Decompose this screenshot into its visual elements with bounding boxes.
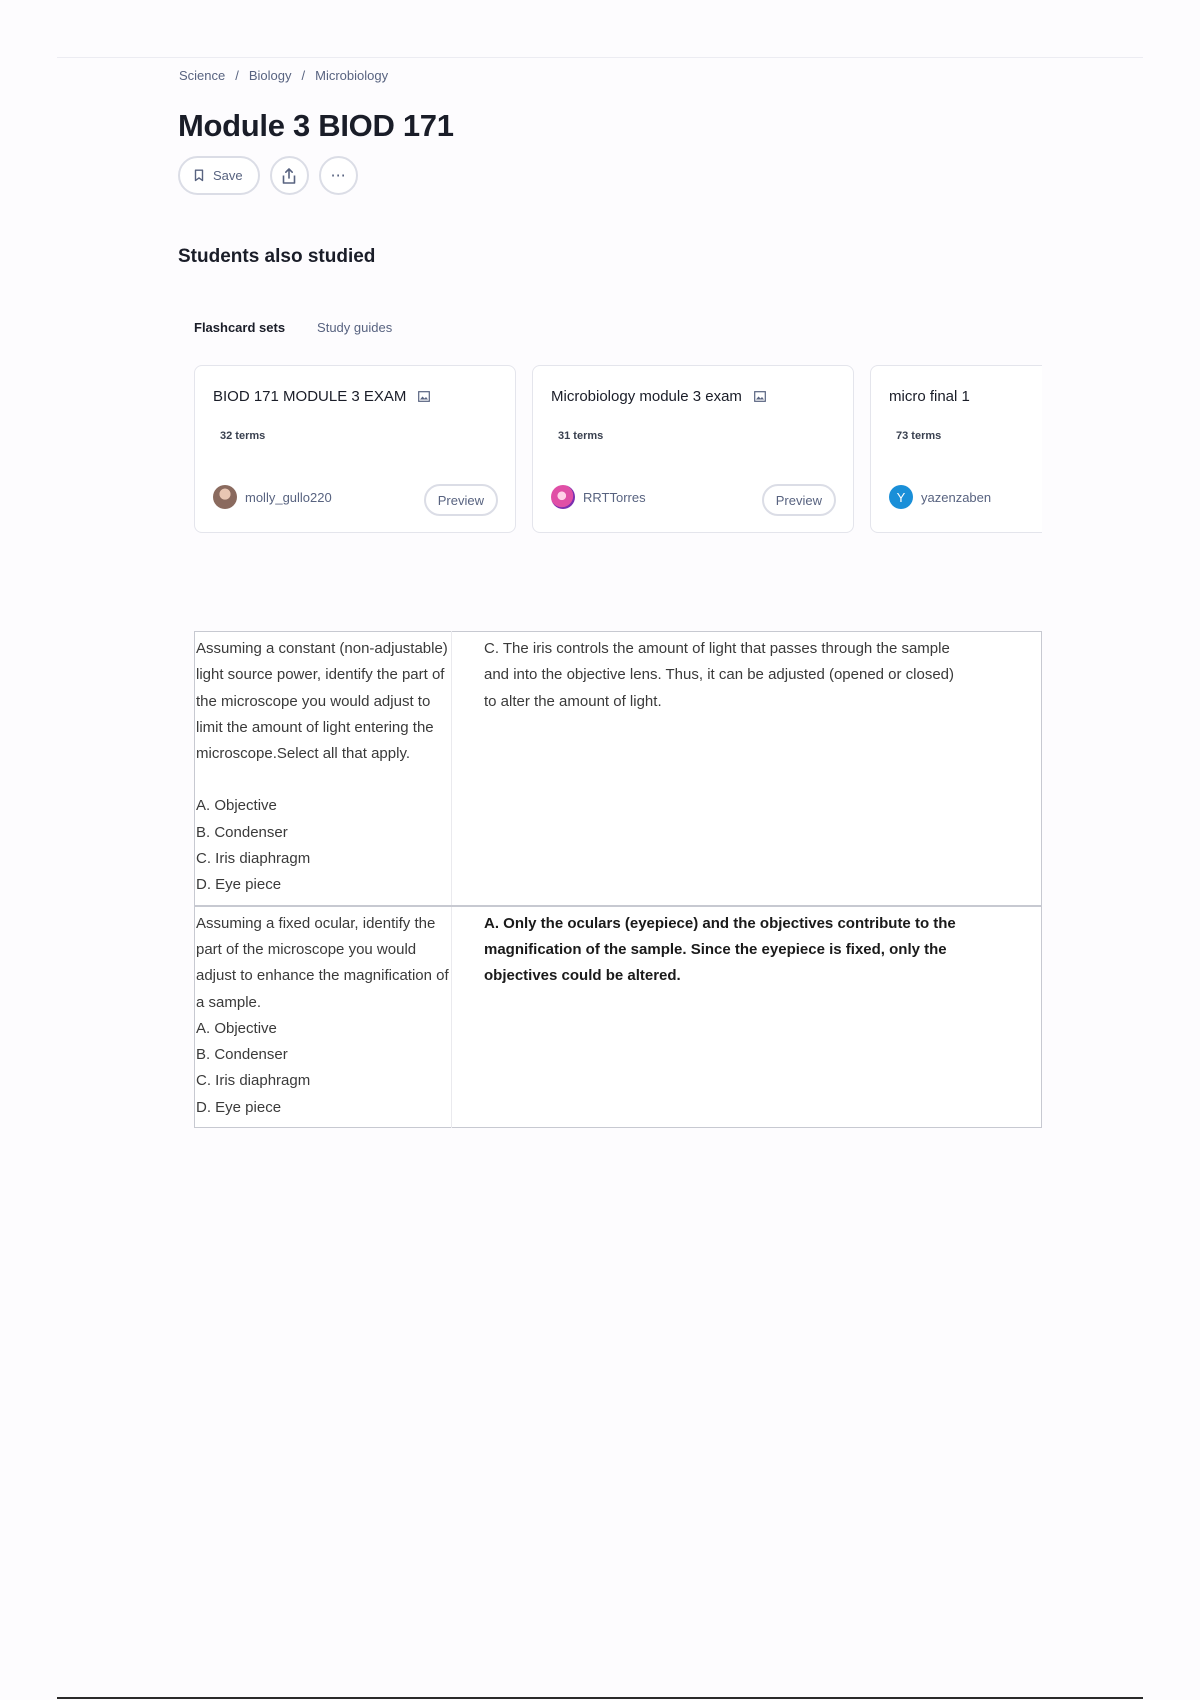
preview-button[interactable]: Preview	[762, 484, 836, 516]
set-card-terms: 31 terms	[558, 430, 604, 442]
question-cell	[195, 632, 452, 906]
answer-cell	[452, 906, 1042, 1128]
set-card-author[interactable]	[551, 485, 646, 509]
option-item: D. Eye piece	[196, 1098, 282, 1116]
breadcrumb-biology[interactable]: Biology	[248, 68, 292, 83]
answer-text: A. Only the oculars (eyepiece) and the objectives contribute to the magnification of the sample. Since the eyepiece is fixed, only the objectives could be altered.	[484, 914, 956, 985]
page-title: Module 3 BIOD 171	[178, 108, 454, 143]
bookmark-icon	[194, 169, 204, 182]
set-card[interactable]	[870, 365, 1042, 533]
set-card-terms: 32 terms	[220, 430, 266, 442]
breadcrumb-separator: /	[235, 68, 239, 83]
avatar	[889, 485, 913, 509]
option-item: A. Objective	[196, 797, 277, 815]
set-card-title-text: micro final 1	[889, 388, 970, 405]
tab-flashcard-sets[interactable]: Flashcard sets	[194, 320, 286, 335]
set-card-author[interactable]	[213, 485, 332, 509]
option-item: A. Objective	[196, 1019, 277, 1037]
table-row	[195, 632, 1042, 906]
set-card-title[interactable]	[213, 388, 430, 405]
set-card[interactable]	[532, 365, 854, 533]
avatar-letter: Y	[896, 489, 906, 505]
image-icon	[754, 391, 766, 402]
bottom-divider	[57, 1697, 1143, 1699]
tab-study-guides[interactable]: Study guides	[317, 320, 393, 335]
set-card-title-text: Microbiology module 3 exam	[551, 388, 742, 405]
option-item: B. Condenser	[196, 1046, 288, 1064]
avatar	[213, 485, 237, 509]
author-name: RRTTorres	[583, 489, 646, 505]
table-row	[195, 906, 1042, 1128]
image-icon	[418, 391, 430, 402]
action-bar	[178, 156, 358, 195]
top-divider	[57, 57, 1143, 58]
set-card-title[interactable]	[551, 388, 766, 405]
qa-table	[194, 631, 1042, 1128]
study-tabs	[194, 320, 392, 335]
option-item: C. Iris diaphragm	[196, 850, 311, 868]
author-name: molly_gullo220	[245, 489, 332, 505]
set-card-terms: 73 terms	[896, 430, 942, 442]
breadcrumb-science[interactable]: Science	[179, 68, 226, 83]
set-card-title-text: BIOD 171 MODULE 3 EXAM	[213, 388, 407, 405]
answer-cell	[452, 632, 1042, 906]
avatar	[551, 485, 575, 509]
question-text: Assuming a fixed ocular, identify the part of the microscope you would adjust to enhance the magnification of a sample.	[196, 914, 449, 1011]
breadcrumb	[179, 68, 388, 83]
save-label: Save	[213, 168, 243, 183]
answer-text: C. The iris controls the amount of light that passes through the sample and into the objective lens. Thus, it can be adjusted (opened or closed) to alter the amount of light.	[484, 640, 955, 710]
save-button[interactable]	[178, 156, 260, 195]
section-title: Students also studied	[178, 246, 376, 267]
share-icon	[281, 167, 297, 185]
breadcrumb-microbiology[interactable]: Microbiology	[315, 68, 389, 83]
share-button[interactable]	[270, 156, 309, 195]
option-item: D. Eye piece	[196, 876, 282, 894]
author-name: yazenzaben	[921, 489, 992, 505]
option-item: C. Iris diaphragm	[196, 1072, 311, 1090]
related-sets-carousel	[194, 365, 1042, 535]
breadcrumb-separator: /	[301, 68, 306, 83]
question-cell	[195, 906, 452, 1128]
question-text: Assuming a constant (non-adjustable) light source power, identify the part of the microscope you would adjust to limit the amount of light entering the microscope.Select all that apply.	[196, 640, 448, 763]
option-item: B. Condenser	[196, 823, 288, 841]
preview-button[interactable]: Preview	[424, 484, 498, 516]
set-card-title[interactable]	[889, 388, 970, 405]
more-options-button[interactable]	[319, 156, 358, 195]
set-card[interactable]	[194, 365, 516, 533]
more-icon: ···	[330, 166, 346, 185]
set-card-author[interactable]	[889, 485, 991, 509]
